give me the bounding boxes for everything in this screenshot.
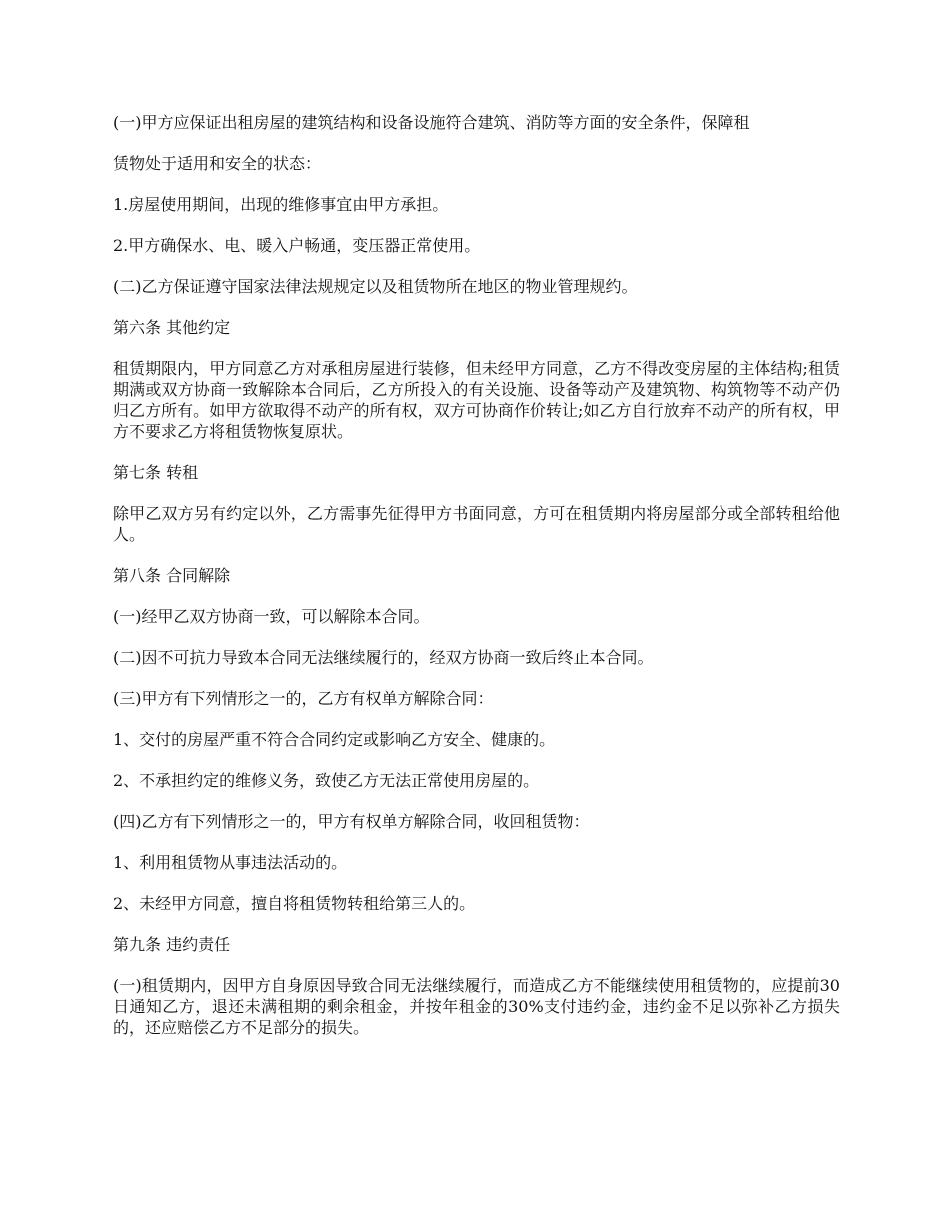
- list-item: 1、利用租赁物从事违法活动的。: [113, 853, 348, 872]
- clause-2-paragraph: (二)乙方保证遵守国家法律法规规定以及租赁物所在地区的物业管理规约。: [113, 277, 638, 296]
- list-item: 2、不承担约定的维修义务，致使乙方无法正常使用房屋的。: [113, 771, 540, 790]
- document-page: [113, 112, 840, 1058]
- clause-1-safety-paragraph: (一)甲方应保证出租房屋的建筑结构和设备设施符合建筑、消防等方面的安全条件，保障租: [113, 113, 750, 132]
- article-8-clause-4: (四)乙方有下列情形之一的，甲方有权单方解除合同，收回租赁物：: [113, 812, 590, 831]
- article-6-heading: 第六条 其他约定: [113, 318, 231, 337]
- clause-1-safety-continuation: 赁物处于适用和安全的状态：: [113, 154, 322, 173]
- article-8-heading: 第八条 合同解除: [113, 566, 231, 585]
- article-8-clause-3: (三)甲方有下列情形之一的，乙方有权单方解除合同：: [113, 689, 494, 708]
- list-item: 2.甲方确保水、电、暖入户畅通，变压器正常使用。: [113, 236, 481, 255]
- list-item: 1.房屋使用期间，出现的维修事宜由甲方承担。: [113, 195, 449, 214]
- article-9-heading: 第九条 违约责任: [113, 935, 231, 954]
- article-8-clause-2: (二)因不可抗力导致本合同无法继续履行的，经双方协商一致后终止本合同。: [113, 648, 654, 667]
- article-7-body: 除甲乙双方另有约定以外，乙方需事先征得甲方书面同意，方可在租赁期内将房屋部分或全部转租给他人。: [113, 504, 840, 544]
- list-item: 2、未经甲方同意，擅自将租赁物转租给第三人的。: [113, 894, 476, 913]
- list-item: 1、交付的房屋严重不符合合同约定或影响乙方安全、健康的。: [113, 730, 556, 749]
- article-9-clause-1: (一)租赁期内，因甲方自身原因导致合同无法继续履行，而造成乙方不能继续使用租赁物的，应提前30日通知乙方，退还未满租期的剩余租金，并按年租金的30%支付违约金，违约金不足以弥补乙方损失的，还应赔偿乙方不足部分的损失。: [113, 976, 840, 1037]
- article-8-clause-1: (一)经甲乙双方协商一致，可以解除本合同。: [113, 607, 430, 626]
- article-6-body: 租赁期限内，甲方同意乙方对承租房屋进行装修，但未经甲方同意，乙方不得改变房屋的主体结构;租赁期满或双方协商一致解除本合同后，乙方所投入的有关设施、设备等动产及建筑物、构筑物等不动产仍归乙方所有。如甲方欲取得不动产的所有权，双方可协商作价转让;如乙方自行放弃不动产的所有权，甲方不要求乙方将租赁物恢复原状。: [113, 359, 840, 441]
- article-7-heading: 第七条 转租: [113, 463, 199, 482]
